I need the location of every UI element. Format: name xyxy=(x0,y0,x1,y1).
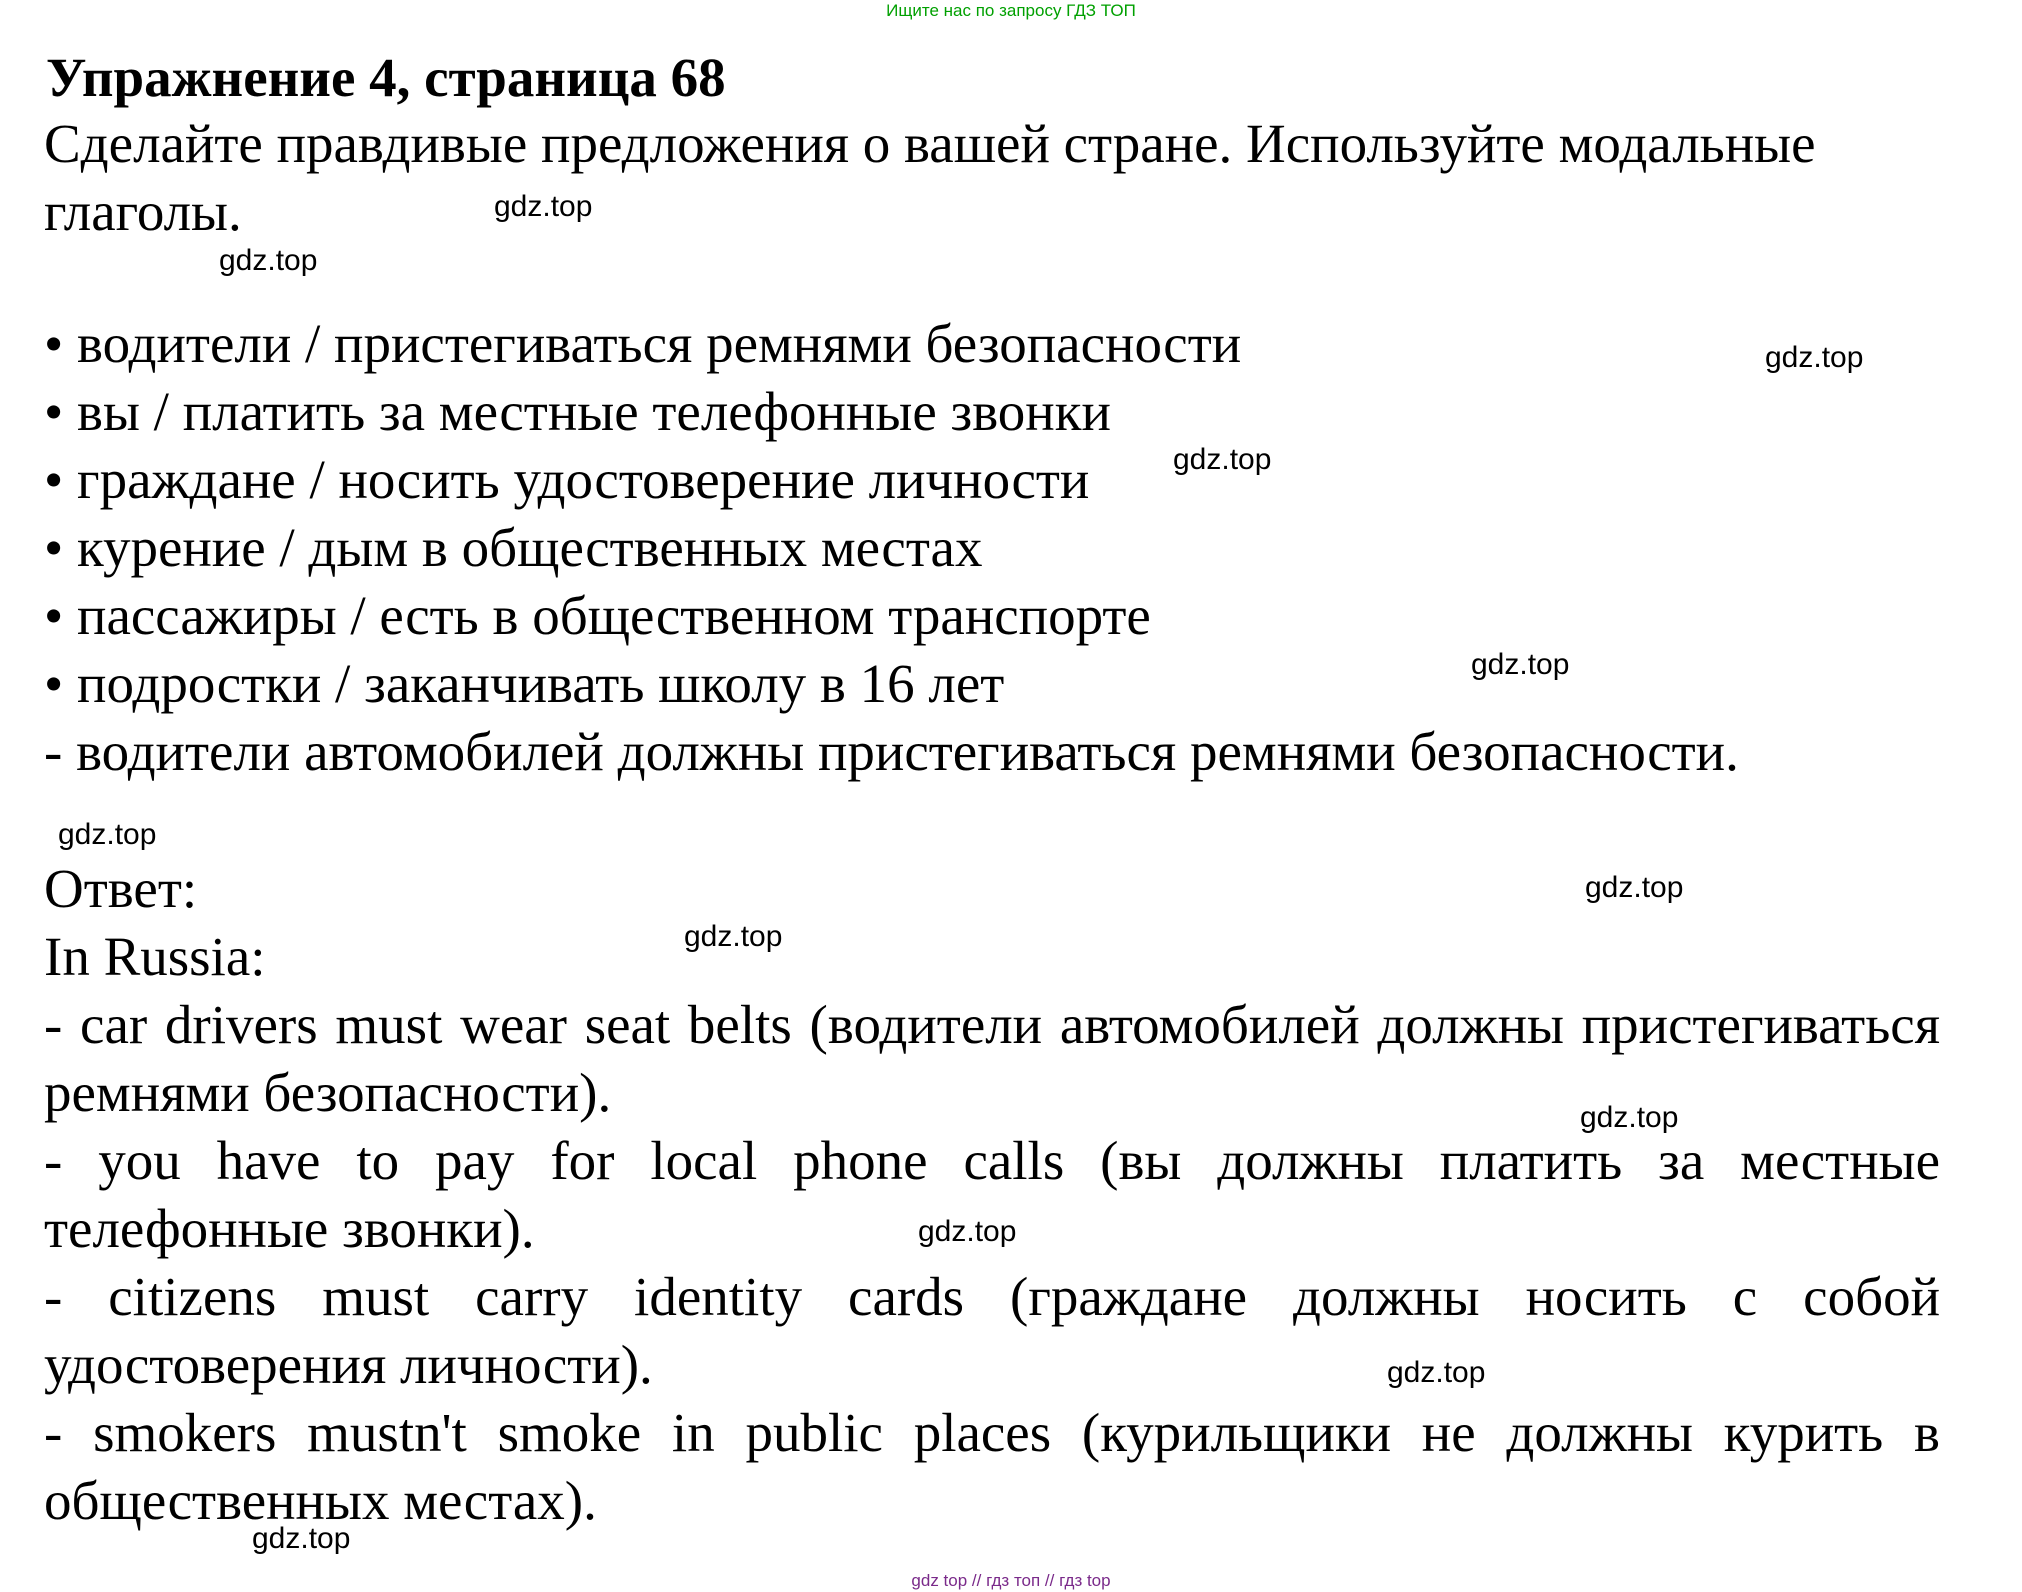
example-sentence: - водители автомобилей должны пристегиваться ремнями безопасности. xyxy=(44,721,1739,782)
answer-block xyxy=(44,855,1940,1535)
watermark: gdz.top xyxy=(1765,341,1864,374)
answer-label: Ответ: xyxy=(44,858,198,919)
footer-links[interactable]: gdz top // гдз топ // гдз top xyxy=(911,1571,1111,1590)
watermark: gdz.top xyxy=(684,920,783,953)
list-item: • водители / пристегиваться ремнями безопасности xyxy=(44,313,1242,374)
answer-item: - smokers mustn't smoke in public places (курильщики не должны курить в общественных местах). xyxy=(44,1402,1940,1531)
list-item: • пассажиры / есть в общественном транспорте xyxy=(44,585,1151,646)
watermark: gdz.top xyxy=(1173,443,1272,476)
prompt-list xyxy=(44,310,1241,718)
watermark: gdz.top xyxy=(219,244,318,277)
watermark: gdz.top xyxy=(494,190,593,223)
watermark: gdz.top xyxy=(58,818,157,851)
list-item: • подростки / заканчивать школу в 16 лет xyxy=(44,653,1005,714)
answer-intro: In Russia: xyxy=(44,926,266,987)
exercise-instruction: Сделайте правдивые предложения о вашей стране. Используйте модальные глаголы. xyxy=(44,113,1816,242)
top-banner[interactable]: Ищите нас по запросу ГДЗ ТОП xyxy=(886,1,1136,20)
answer-item: - car drivers must wear seat belts (водители автомобилей должны пристегиваться ремнями безопасности). xyxy=(44,994,1940,1123)
list-item: • граждане / носить удостоверение личности xyxy=(44,449,1090,510)
watermark: gdz.top xyxy=(1580,1101,1679,1134)
watermark: gdz.top xyxy=(918,1215,1017,1248)
watermark: gdz.top xyxy=(252,1522,351,1555)
page-title: Упражнение 4, страница 68 xyxy=(46,47,726,108)
answer-item: - you have to pay for local phone calls (вы должны платить за местные телефонные звонки). xyxy=(44,1130,1940,1259)
list-item: • вы / платить за местные телефонные звонки xyxy=(44,381,1111,442)
list-item: • курение / дым в общественных местах xyxy=(44,517,983,578)
answer-item: - citizens must carry identity cards (граждане должны носить с собой удостоверения личности). xyxy=(44,1266,1940,1395)
watermark: gdz.top xyxy=(1387,1356,1486,1389)
watermark: gdz.top xyxy=(1585,871,1684,904)
watermark: gdz.top xyxy=(1471,648,1570,681)
